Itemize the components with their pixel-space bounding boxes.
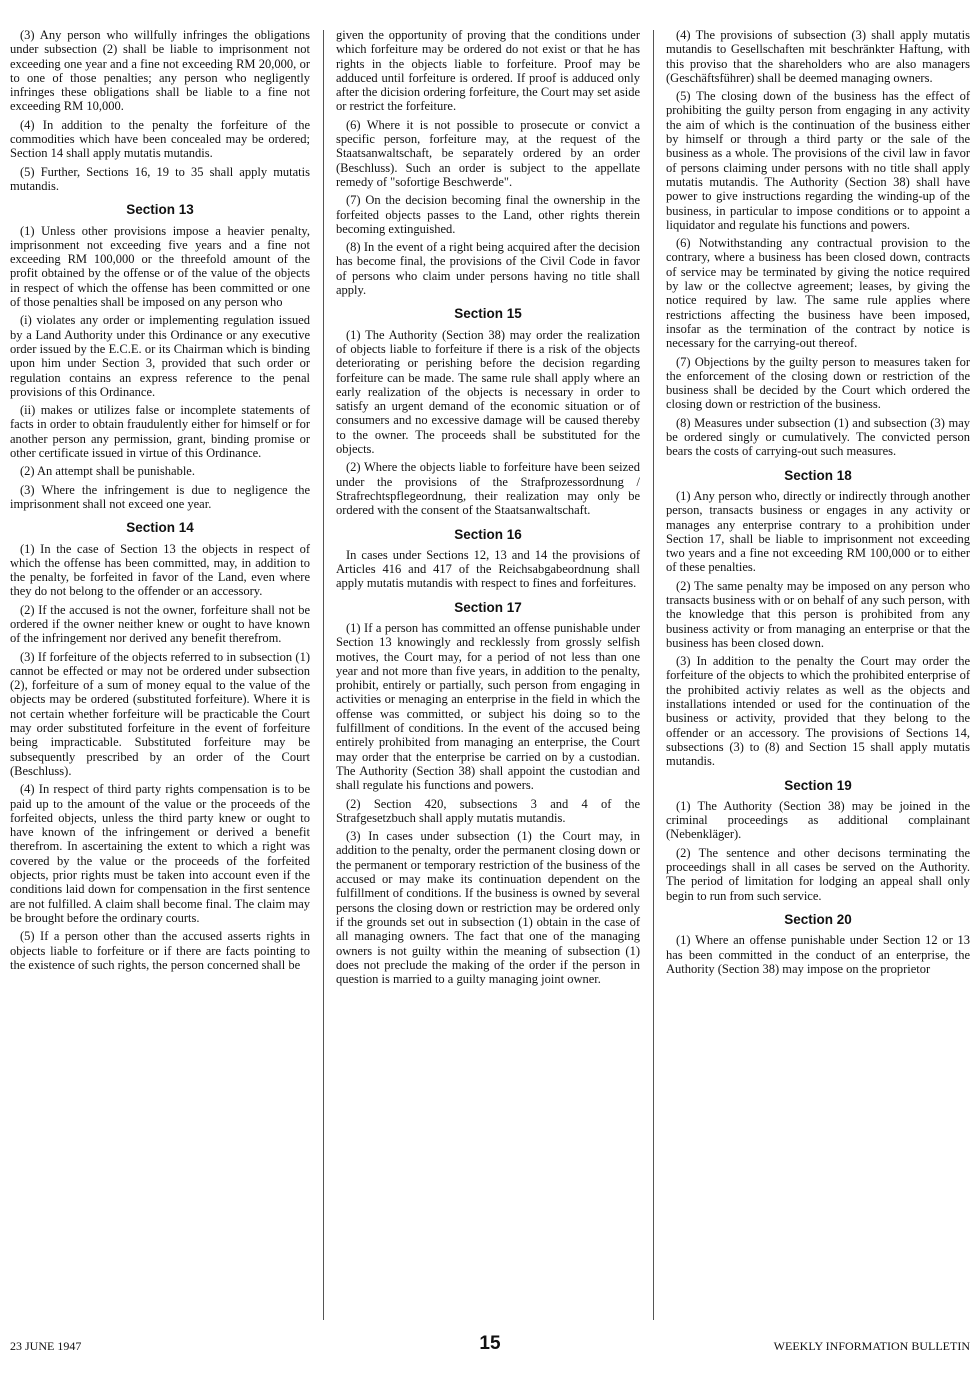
paragraph: (1) If a person has committed an offense punishable under Section 13 knowingly and recklessly from grossly selfish motives, the Court may, for a period of not less than one year and not more than five years, in addition to the penalty, prohibit, entirely or partially, such person from engaging in activities or menaging an enterprise in the field in which the offense was committed, or subject his doing so to the fulfillment of conditions. In the event of the accused being entirely prohibited from managing an enterprise, the Court may order that the enterprise be carried on by a custodian. The Authority (Section 38) shall appoint the custodian and shall regulate his functions and powers.: [336, 620, 640, 793]
page-footer: [10, 1333, 970, 1357]
column-divider-left: [323, 30, 324, 1320]
paragraph: (3) In addition to the penalty the Court may order the forfeiture of the objects to which the prohibited enterprise of the prohibited activiy relates as well as the objects and installations intended or used for the continuation of the business or activity, provided that they belong to the offender or an accessory. The provisions of Sections 14, subsections (3) to (8) and Section 15 shall apply mutatis mutandis.: [666, 654, 970, 769]
section-20-heading: Section 20: [784, 911, 852, 927]
paragraph: (6) Notwithstanding any contractual provision to the contrary, where a business has been closed down, contracts of service may be terminated by giving the notice required by law or the collectve agreement; leases, by giving the notice required by law. The same rule applies where restrictions affecting the business have been imposed, insofar as the termination of the contract by notice is necessary for the carrying-out thereof.: [666, 236, 970, 351]
column-divider-right: [653, 30, 654, 1320]
paragraph: (8) Measures under subsection (1) and subsection (3) may be ordered singly or cumulatively. The convicted person bears the costs of carrying-out such measures.: [666, 415, 970, 459]
section-16-heading: Section 16: [454, 526, 522, 542]
paragraph: (4) In respect of third party rights compensation is to be paid up to the amount of the value or the proceeds of the forfeited objects, unless the third party knew or ought to have known of the infringement or derived a benefit therefrom. In ascertaining the extent to which a right was covered by the value or the proceeds of the forfeited objects, prior rights must be taken into account even if the conditions laid down for compensation in the first sentence are not fulfilled. A claim shall become final. The claim may be brought before the ordinary courts.: [10, 782, 310, 925]
paragraph: (1) The Authority (Section 38) may be joined in the criminal proceedings as additional complainant (Nebenkläger).: [666, 798, 970, 842]
paragraph: (1) In the case of Section 13 the objects in respect of which the offense has been committed, may, in addition to the penalty, be forfeited in favor of the Land, even where they do not belong to the offender or an accessory.: [10, 541, 310, 599]
paragraph: (2) The same penalty may be imposed on any person who transacts business with or on behalf of any such person, with the knowledge that this person is prohibited from any business activity or from managing an enterprise or that the business has been closed down.: [666, 578, 970, 650]
paragraph: (3) Any person who willfully infringes the obligations under subsection (2) shall be liable to imprisonment not exceeding one year and a fine not exceeding RM 20,000, or to one of those penalties; any person who negligently infringes these obligations shall be liable to a fine not exceeding RM 10,000.: [10, 28, 310, 114]
section-18-heading: Section 18: [784, 467, 852, 483]
column-2: [336, 28, 640, 990]
paragraph: (6) Where it is not possible to prosecute or convict a specific person, forfeiture may, at the request of the Staatsanwaltschaft, be separately ordered by an order (Beschluss). Such an order is subject to the appellate remedy of "sofortige Beschwerde".: [336, 117, 640, 189]
section-14-heading: Section 14: [126, 520, 194, 536]
paragraph: (5) If a person other than the accused asserts rights in objects liable to forfeiture or if there are facts pointing to the existence of such rights, the person concerned shall be: [10, 929, 310, 972]
paragraph: (2) Section 420, subsections 3 and 4 of the Strafgesetzbuch shall apply mutatis mutandis.: [336, 796, 640, 825]
paragraph: (ii) makes or utilizes false or incomplete statements of facts in order to obtain fraudulently either for himself or for another person any permission, grant, binding promise or other certificate issued in virtue of this Ordinance.: [10, 403, 310, 461]
paragraph: (5) The closing down of the business has the effect of prohibiting the guilty person from engaging in any activity the aim of which is the continuation of the business either by himself or through a third party or the sale of the business as a whole. The provisions of the civil law in favor of persons claiming under persons with no title shall apply mutatis mutandis. The Authority (Section 38) shall have power to give instructions regarding the winding-up of the business, in particular to impose conditions or to appoint a liquidator and regulate his functions and powers.: [666, 89, 970, 232]
paragraph: (1) Any person who, directly or indirectly through another person, transacts business or engages in any activity or manages any enterprise contrary to a prohibition under Section 17, shall be liable to imprisonment not exceeding two years and a fine not exceeding RM 100,000 or to either of these penalties.: [666, 488, 970, 575]
paragraph: (3) Where the infringement is due to negligence the imprisonment shall not exceed one year.: [10, 482, 310, 511]
paragraph: (2) An attempt shall be punishable.: [20, 464, 195, 479]
paragraph: (4) In addition to the penalty the forfeiture of the commodities which have been concealed may be ordered; Section 14 shall apply mutatis mutandis.: [10, 117, 310, 161]
paragraph: (4) The provisions of subsection (3) shall apply mutatis mutandis to Gesellschaften mit beschränkter Haftung, with this proviso that the shareholders who are also managers (Geschäftsführer) shall be deemed managing owners.: [666, 28, 970, 85]
section-19-heading: Section 19: [784, 777, 852, 793]
page-number: 15: [479, 1333, 501, 1354]
paragraph: (7) Objections by the guilty person to measures taken for the enforcement of the closing down or restriction of the business shall be decided by the Court which ordered the closing down or restriction of the business.: [666, 354, 970, 412]
paragraph: (2) Where the objects liable to forfeiture have been seized under the provisions of the Strafprozessordnung / Strafrechtspflegeordnung, their realization may only be ordered with the consent of the Staatsanwaltschaft.: [336, 460, 640, 518]
column-3: [666, 28, 970, 980]
paragraph: (1) Where an offense punishable under Section 12 or 13 has been committed in the conduct of an enterprise, the Authority (Section 38) may impose on the proprietor: [666, 933, 970, 976]
section-17-heading: Section 17: [454, 599, 522, 615]
paragraph: (1) The Authority (Section 38) may order the realization of objects liable to forfeiture if there is a risk of the objects deteriorating or perishing before the decision regarding forfeiture can be made. The same rule shall apply where an early realization of the objects is necessary in order to satisfy an urgent demand of the economic situation or of consumers and no excessive damage will be caused thereby to the owner. The proceeds shall be substituted for the objects.: [336, 327, 640, 457]
paragraph: (7) On the decision becoming final the ownership in the forfeited objects passes to the Land, other rights therein becoming extinguished.: [336, 193, 640, 236]
paragraph: (5) Further, Sections 16, 19 to 35 shall apply mutatis mutandis.: [10, 164, 310, 193]
publication-title: WEEKLY INFORMATION BULLETIN: [773, 1339, 970, 1353]
paragraph: (8) In the event of a right being acquired after the decision has become final, the provisions of the Civil Code in favor of persons who claim under persons having no title shall apply.: [336, 240, 640, 298]
issue-date: 23 JUNE 1947: [10, 1339, 82, 1353]
paragraph: (3) In cases under subsection (1) the Court may, in addition to the penalty, order the permanent closing down or the permanent or temporary restriction of the business of the accused or may make its continuation dependent on the fulfillment of conditions. If the business is owned by several persons the closing down or restriction may be ordered only if the grounds set out in subsection (1) obtain in the case of all managing owners. The fact that one of the managing owners is not guilty within the meaning of subsection (1) does not preclude the making of the order if the person in question is married to a guilty managing joint owner.: [336, 829, 640, 987]
column-1: [10, 28, 310, 976]
section-13-heading: Section 13: [126, 202, 194, 218]
paragraph: (i) violates any order or implementing regulation issued by a Land Authority under this Ordinance or any executive order issued by the E.C.E. or its Chairman which is binding upon him under Section 3, provided that such order or regulation contains an express reference to the penal provisions of this Ordinance.: [10, 313, 310, 399]
paragraph: (1) Unless other provisions impose a heavier penalty, imprisonment not exceeding five years and a fine not exceeding RM 100,000 or the threefold amount of the profit obtained by the offense or of the value of the objects in respect of which the offense has been committed or one of those penalties shall be imposed on any person who: [10, 223, 310, 310]
section-15-heading: Section 15: [454, 306, 522, 322]
paragraph: (2) The sentence and other decisons terminating the proceedings shall in all cases be served on the Authority. The period of limitation for lodging an appeal shall only begin to run from such service.: [666, 845, 970, 903]
paragraph: (3) If forfeiture of the objects referred to in subsection (1) cannot be effected or may not be ordered under subsection (2), forfeiture of a sum of money equal to the value of the objects may be ordered (substituted forfeiture). Where it is not certain whether forfeiture will be practicable the Court may order substituted forfeiture in the event of forfeiture being impracticable. Substituted forfeiture may be subsequently prescribed by an order of the Court (Beschluss).: [10, 649, 310, 778]
paragraph: (2) If the accused is not the owner, forfeiture shall not be ordered if the owner neither knew or ought to have known of the infringement nor derived any benefit therefrom.: [10, 602, 310, 646]
paragraph: In cases under Sections 12, 13 and 14 the provisions of Articles 416 and 417 of the Reichsabgabeordnung shall apply mutatis mutandis with respect to fines and forfeitures.: [336, 547, 640, 591]
paragraph: given the opportunity of proving that the conditions under which forfeiture may be ordered do not exist or that he has rights in the objects liable to forfeiture. Proof may be adduced until forfeiture is ordered. If proof is adduced only after the dicision ordering forfeiture, the Court may set aside or restrict the forfeiture.: [336, 28, 640, 114]
